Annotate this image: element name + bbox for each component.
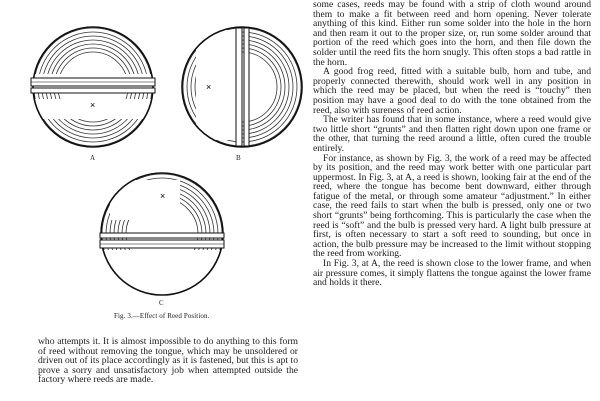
reed-mark-x-icon: ×	[90, 100, 96, 110]
paragraph: For instance, as shown by Fig. 3, the work of a reed may be affected by its position, and the reed may work better with one particular part uppermost. In Fig. 3, at A, a reed is shown, looking fair at the end of the reed, where the tongue has become bent downward, either through fatigue of the metal, or through some amateur “adjustment.” In either case, the reed fails to start when the bulb is pressed, only one or two short “grunts” being forthcoming. This is particularly the case when the reed is “soft” and the bulb is pressed very hard. A light bulb pressure at first, is often necessary to start a soft reed to sounding, but once in action, the bulb pressure may be increased to the limit without stopping the reed from working.	[313, 152, 591, 260]
reed-mark-x-icon: ×	[160, 191, 166, 201]
paragraph: In Fig. 3, at A, the reed is shown close to the lower frame, and when air pressure comes, it simply flattens the tongue against the lower frame and holds it there.	[313, 258, 591, 289]
paragraph: The writer has found that in some instance, where a reed would give two little short “grunts” and then flatten right down upon one frame or the other, that turning the reed around a little, often cured the trouble entirely.	[313, 114, 591, 154]
reed-diagram-a	[28, 27, 158, 162]
reed-diagram-b	[182, 27, 302, 162]
paragraph: A good frog reed, fitted with a suitable bulb, horn and tube, and properly connected therewith, should work well in any position in which the reed may be placed, but when the reed is “touchy” then position may have a good deal to do with the tone obtained from the reed, also with sureness of reed action.	[313, 66, 591, 116]
label-b: B	[236, 154, 241, 162]
reed-mark-x-icon: ×	[206, 82, 212, 92]
label-a: A	[90, 154, 96, 162]
paragraph: some cases, reeds may be found with a strip of cloth wound around them to make a fit between reed and horn opening. Never tolerate anything of this kind. Either run some solder into the hole in the horn and then ream it out to the proper size, or, run some solder around that portion of the reed which goes into the horn, and then file down the solder until the reed fits the horn snugly. This often stops a bad rattle in the horn.	[313, 0, 591, 68]
reed-diagram-c	[96, 173, 228, 307]
left-column-text: who attempts it. It is almost impossible to do anything to this form of reed without removing the tongue, which may be unsoldered or driven out of its place accordingly as it is fastened, but this is apt to prove a sorry and unsatisfactory job when attempted outside the factory where reeds are made.	[38, 336, 298, 386]
figure-caption: Fig. 3.—Effect of Reed Position.	[114, 312, 210, 320]
label-c: C	[159, 299, 164, 307]
right-column	[313, 0, 591, 288]
